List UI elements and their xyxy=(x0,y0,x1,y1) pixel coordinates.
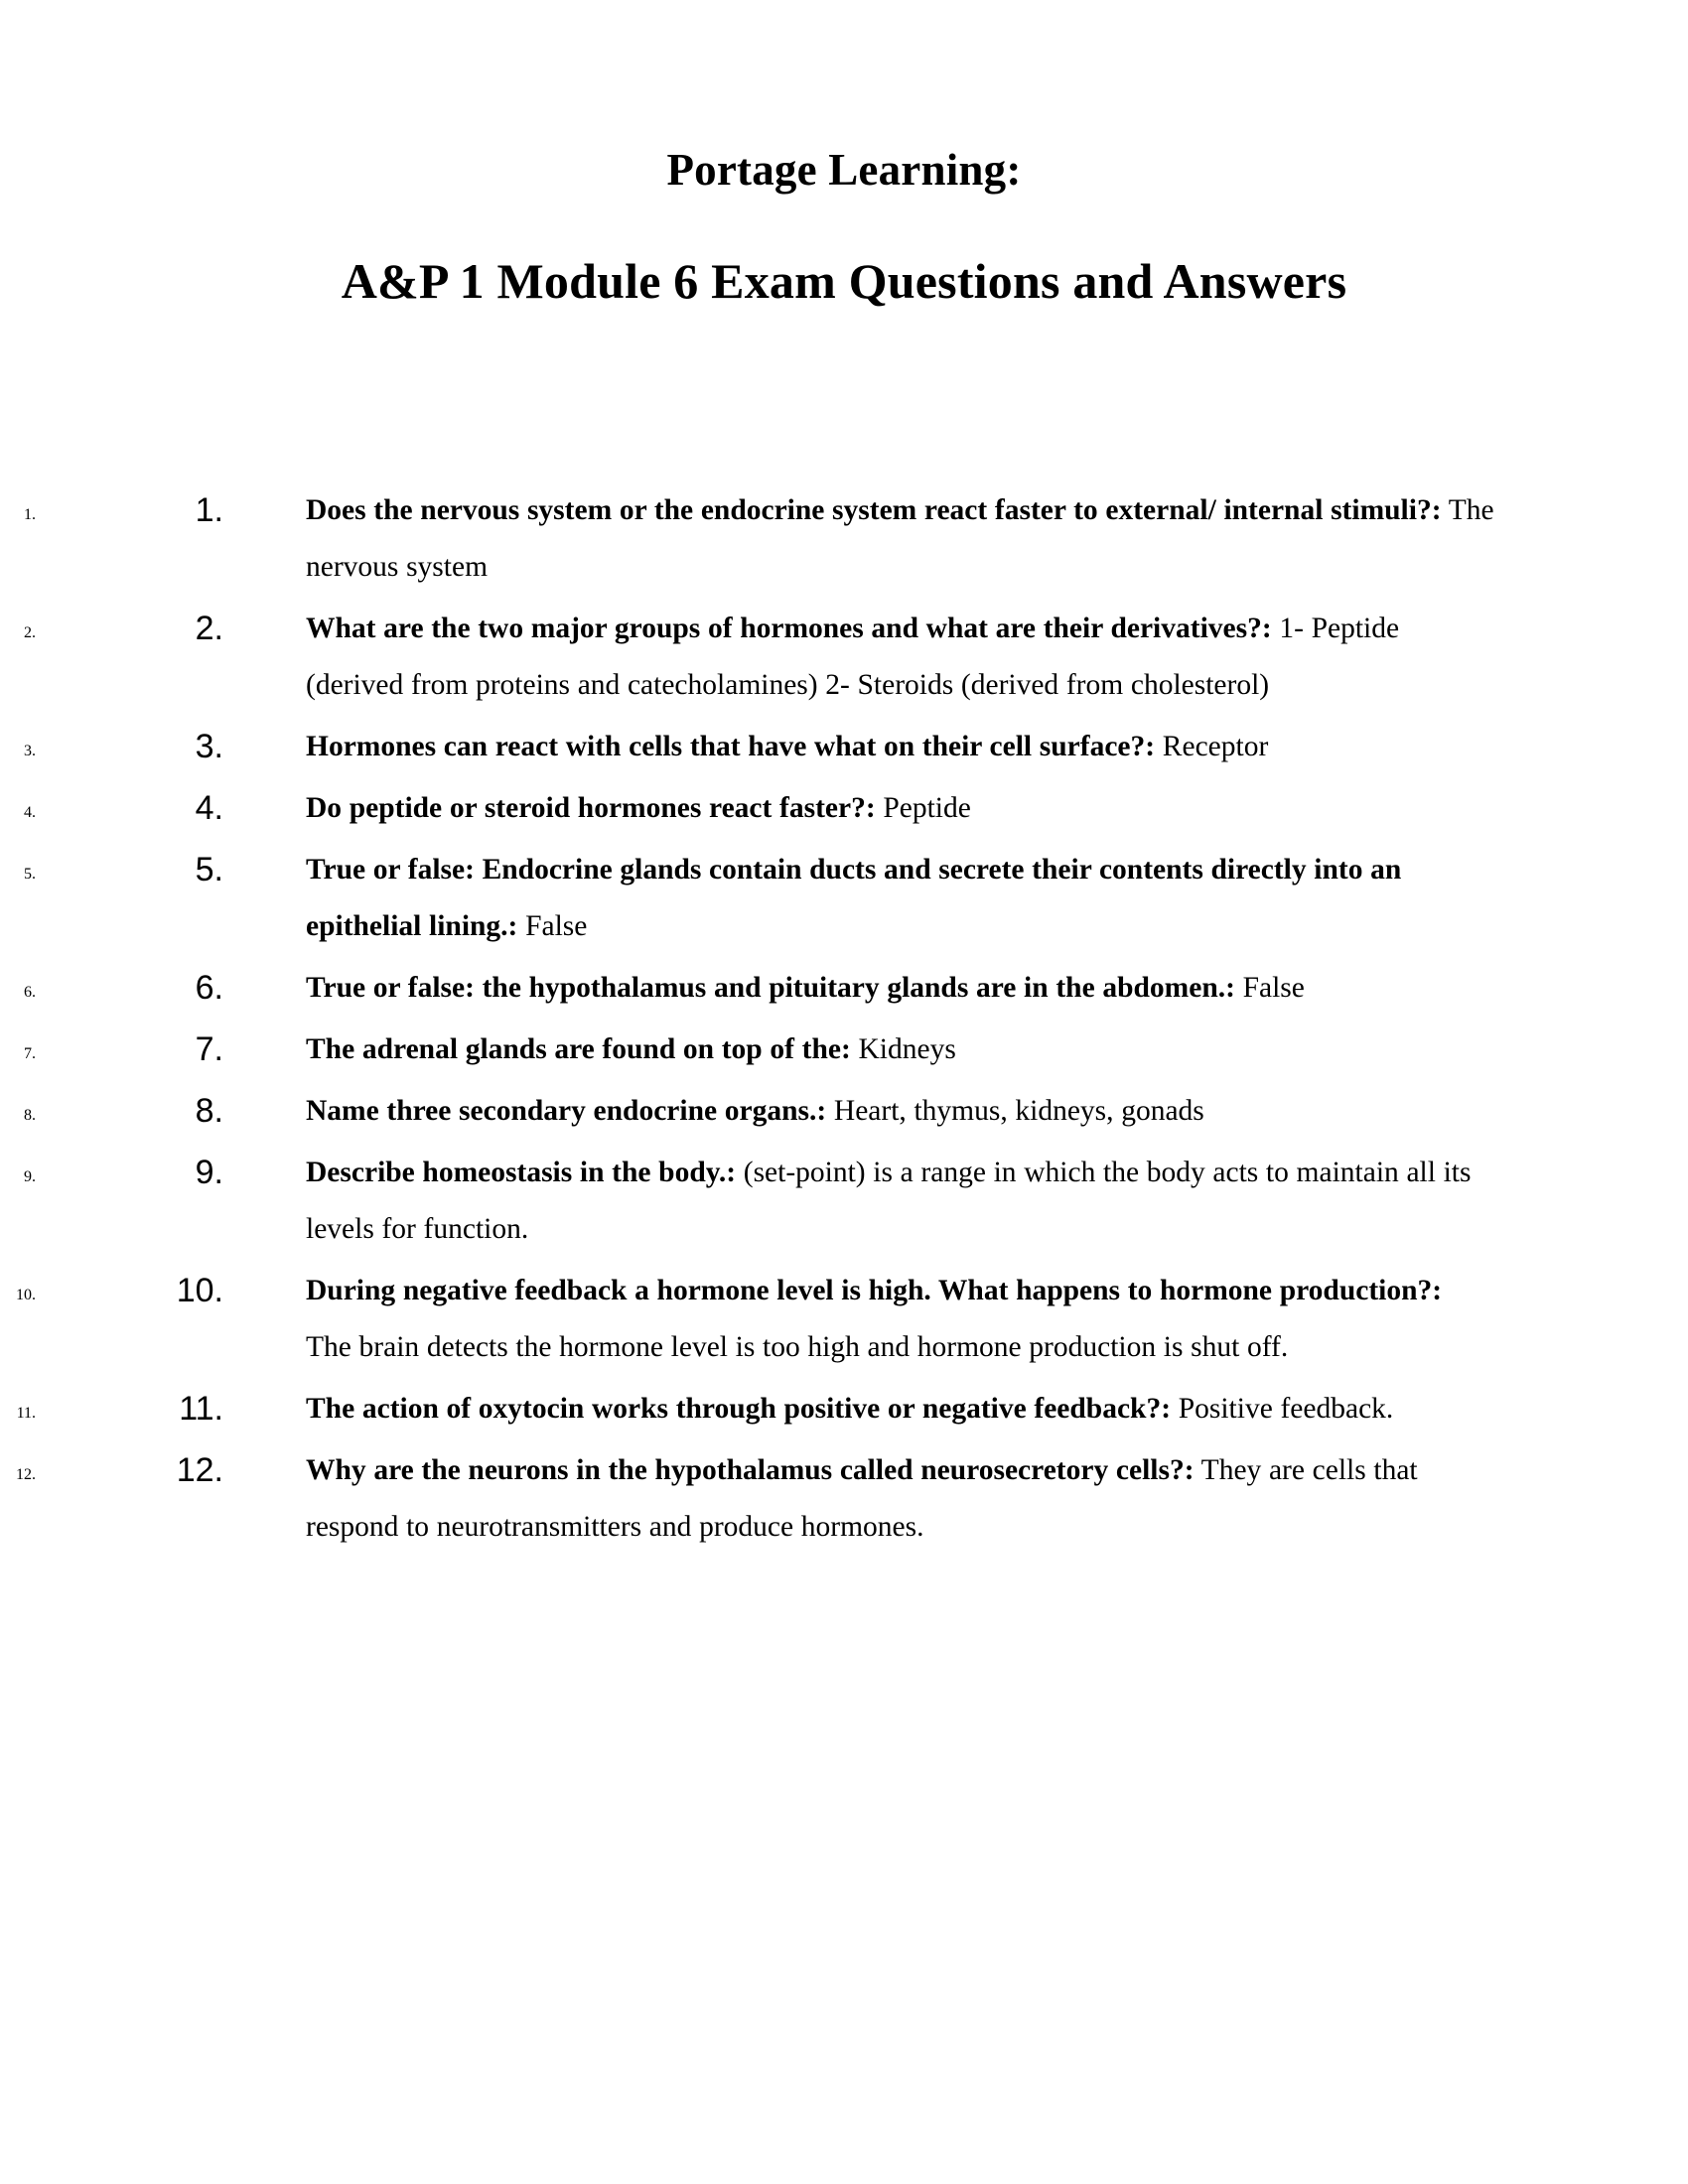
question-answer-text xyxy=(306,1263,1494,1376)
question-item xyxy=(40,482,1688,596)
page-title-secondary: A&P 1 Module 6 Exam Questions and Answers xyxy=(341,253,1347,309)
question-prompt: True or false: Endocrine glands contain ducts and secrete their contents directly into an epithelial lining.: xyxy=(306,854,1402,942)
question-prompt: What are the two major groups of hormones and what are their derivatives?: xyxy=(306,613,1272,644)
question-number: 4. 4. xyxy=(195,789,223,827)
answer-text: 1- Peptide (derived from proteins and catecholamines) 2- Steroids (derived from cholesterol) xyxy=(306,613,1400,701)
page-title-primary: Portage Learning: xyxy=(666,145,1022,195)
question-number: 5. 5. xyxy=(195,851,223,888)
question-item xyxy=(40,960,1688,1017)
question-item xyxy=(40,1083,1688,1140)
question-answer-text xyxy=(306,482,1494,596)
question-number: 11. 11. xyxy=(179,1390,223,1428)
question-prompt: The adrenal glands are found on top of the: xyxy=(306,1033,851,1065)
question-number: 12. 12. xyxy=(176,1451,223,1489)
answer-text: Positive feedback. xyxy=(1178,1393,1394,1425)
question-answer-text xyxy=(306,719,1494,775)
question-item xyxy=(40,1381,1688,1437)
question-prompt: Do peptide or steroid hormones react faster?: xyxy=(306,792,876,824)
question-item xyxy=(40,1145,1688,1258)
question-item xyxy=(40,719,1688,775)
question-answer-text xyxy=(306,601,1494,714)
answer-text: False xyxy=(1242,972,1305,1004)
question-prompt: Does the nervous system or the endocrine system react faster to external/ internal stimuli?: xyxy=(306,494,1442,526)
question-number: 1. 1. xyxy=(195,491,223,529)
question-answer-text xyxy=(306,1083,1494,1140)
answer-text: Heart, thymus, kidneys, gonads xyxy=(833,1095,1204,1127)
document-title-block xyxy=(0,139,1688,314)
question-number: 10. 10. xyxy=(176,1272,223,1309)
answer-text: False xyxy=(525,910,588,942)
question-number: 3. 3. xyxy=(195,728,223,765)
question-answer-text xyxy=(306,960,1494,1017)
question-number: 8. 8. xyxy=(195,1092,223,1130)
question-answer-text xyxy=(306,1022,1494,1078)
answer-text: The nervous system xyxy=(306,494,1494,583)
answer-text: (set-point) is a range in which the body acts to maintain all its levels for function. xyxy=(306,1157,1472,1245)
question-item xyxy=(40,1263,1688,1376)
question-number: 6. 6. xyxy=(195,969,223,1007)
question-answer-text xyxy=(306,842,1494,955)
question-prompt: Describe homeostasis in the body.: xyxy=(306,1157,737,1188)
question-item xyxy=(40,842,1688,955)
question-item xyxy=(40,601,1688,714)
question-answer-text xyxy=(306,780,1494,837)
answer-text: They are cells that respond to neurotransmitters and produce hormones. xyxy=(306,1454,1418,1543)
answer-text: The brain detects the hormone level is too high and hormone production is shut off. xyxy=(306,1331,1289,1363)
question-prompt: During negative feedback a hormone level is high. What happens to hormone production?: xyxy=(306,1275,1443,1306)
question-item xyxy=(40,1442,1688,1556)
question-number: 9. 9. xyxy=(195,1154,223,1191)
question-prompt: Why are the neurons in the hypothalamus called neurosecretory cells?: xyxy=(306,1454,1195,1486)
question-item xyxy=(40,1022,1688,1078)
answer-text: Receptor xyxy=(1162,731,1269,762)
answer-text: Kidneys xyxy=(858,1033,956,1065)
question-number: 2. 2. xyxy=(195,610,223,647)
question-answer-list xyxy=(0,482,1688,1561)
question-answer-text xyxy=(306,1145,1494,1258)
question-item xyxy=(40,780,1688,837)
question-answer-text xyxy=(306,1442,1494,1556)
question-answer-text xyxy=(306,1381,1494,1437)
question-prompt: Name three secondary endocrine organs.: xyxy=(306,1095,827,1127)
question-prompt: The action of oxytocin works through positive or negative feedback?: xyxy=(306,1393,1172,1425)
question-number: 7. 7. xyxy=(195,1030,223,1068)
question-prompt: True or false: the hypothalamus and pituitary glands are in the abdomen.: xyxy=(306,972,1235,1004)
answer-text: Peptide xyxy=(883,792,971,824)
question-prompt: Hormones can react with cells that have what on their cell surface?: xyxy=(306,731,1156,762)
